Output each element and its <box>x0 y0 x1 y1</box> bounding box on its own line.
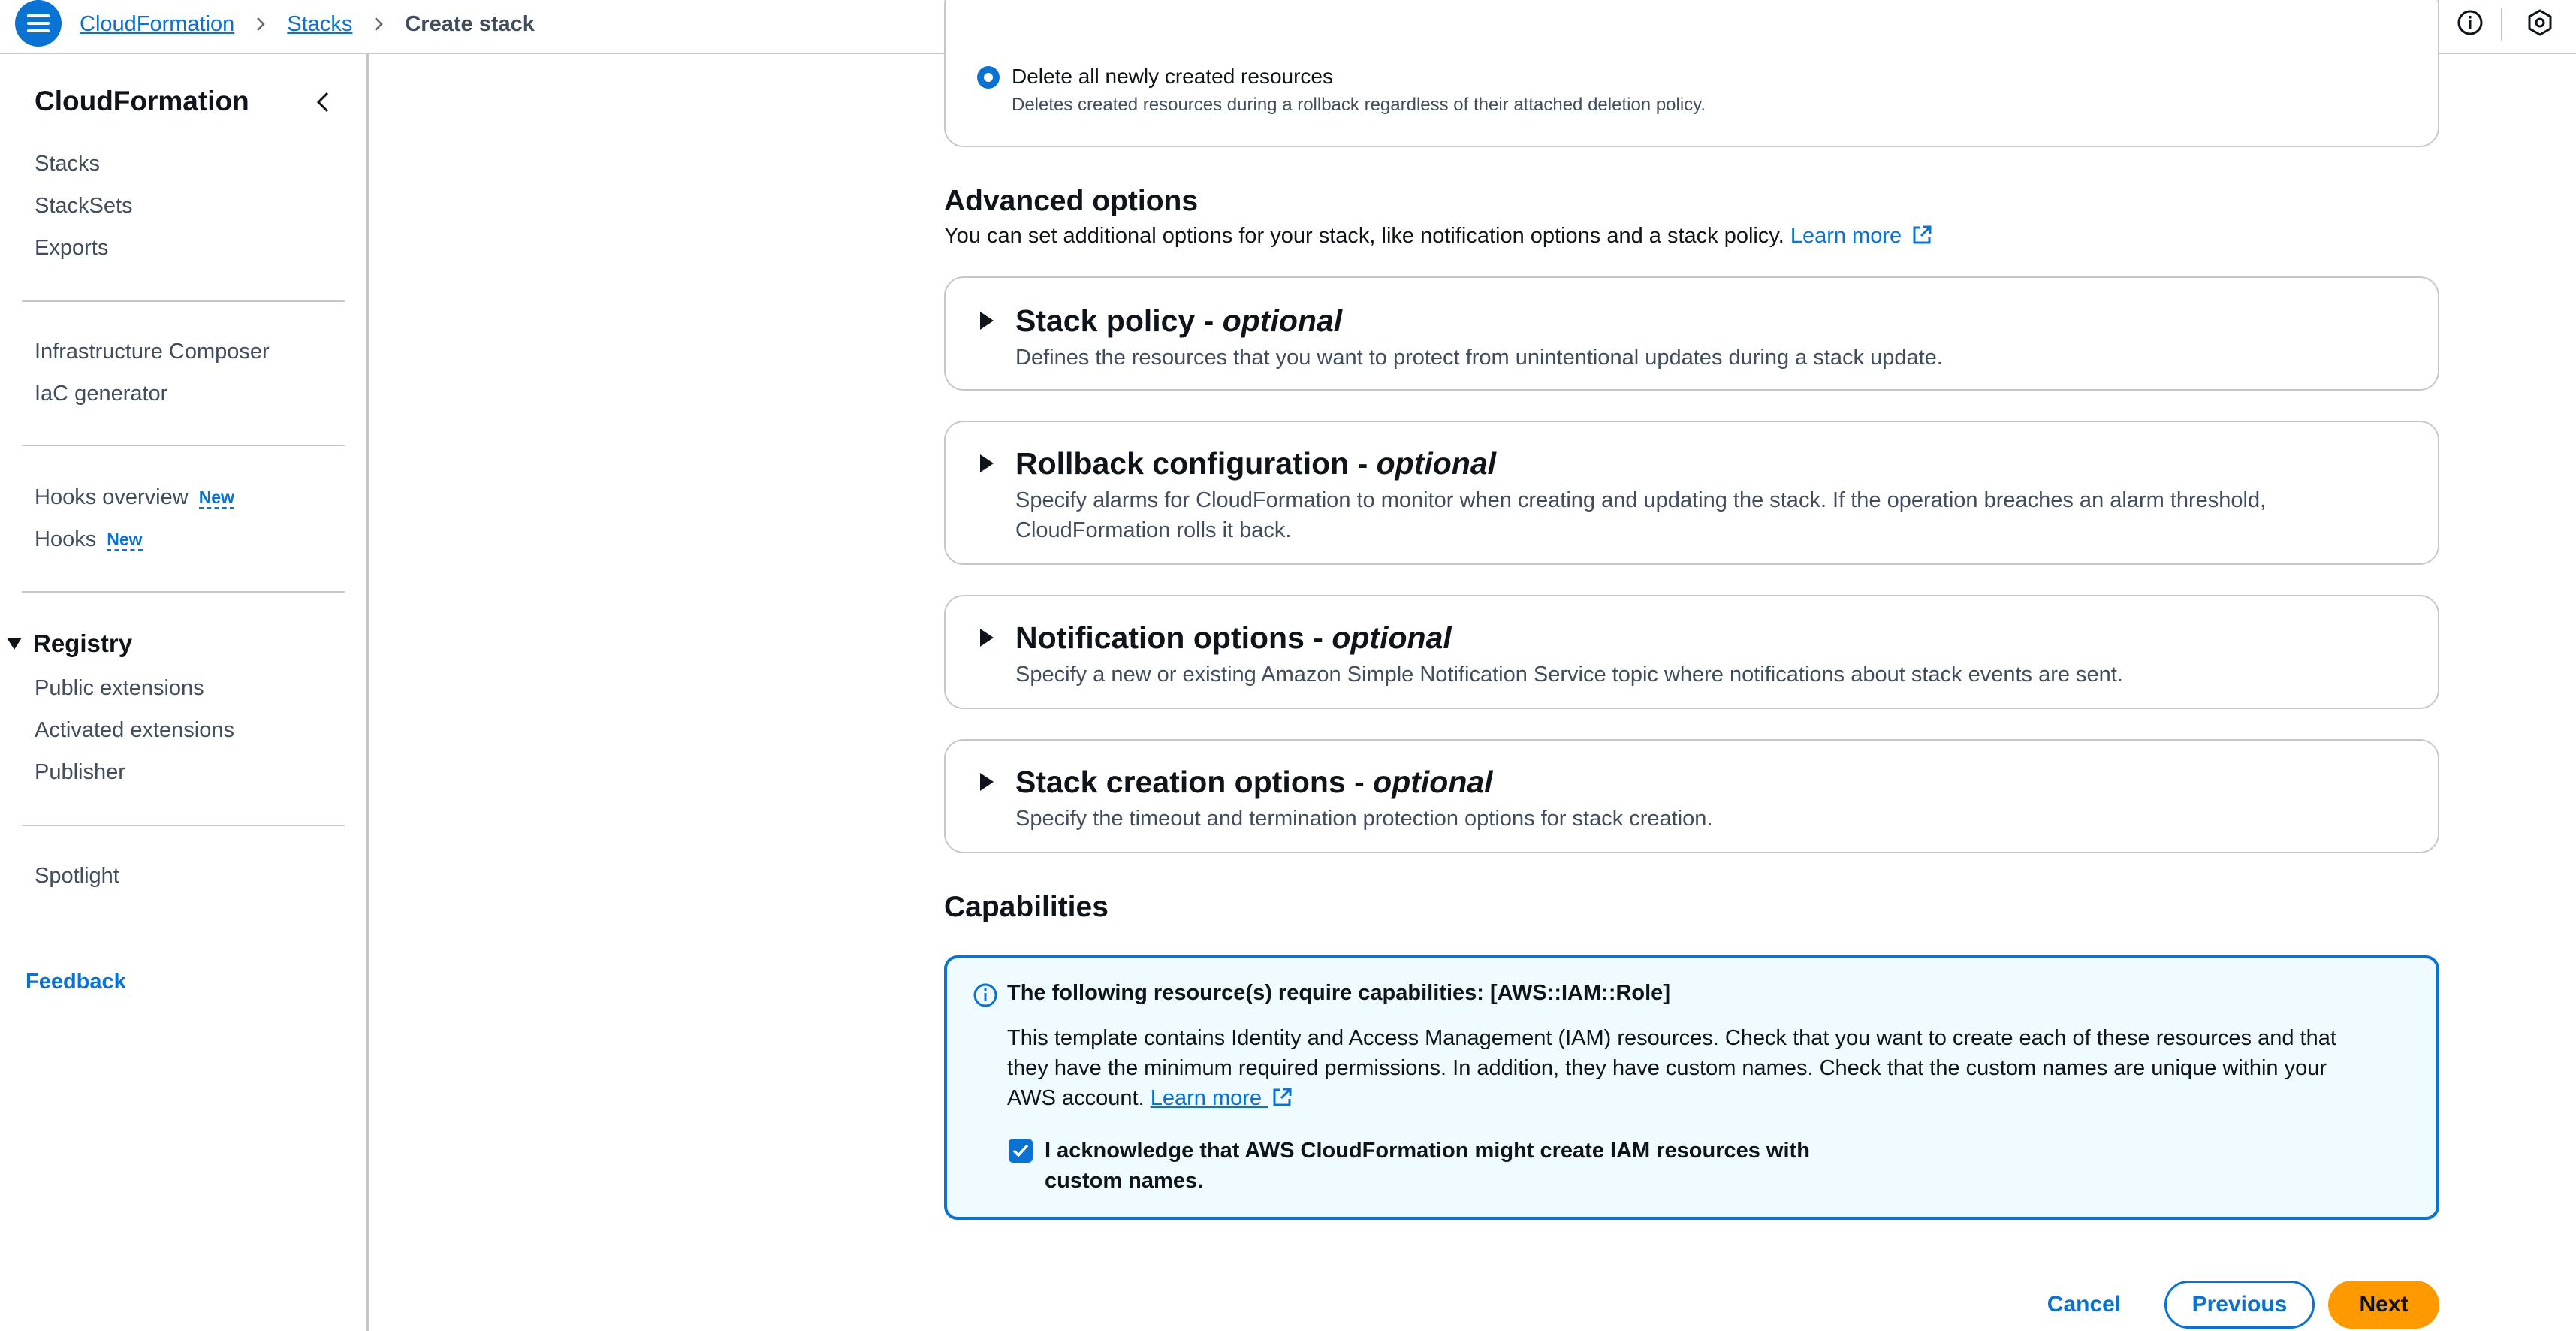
section-title-text: Stack policy - <box>1015 303 1223 338</box>
section-title <box>1015 765 1493 800</box>
section-title-text: Notification options - <box>1015 620 1332 655</box>
section-title <box>1015 303 1342 339</box>
section-title-text: Stack creation options - <box>1015 765 1374 799</box>
collapse-sidebar-icon[interactable] <box>309 87 336 117</box>
sidebar-divider <box>22 825 345 826</box>
info-icon[interactable] <box>2455 8 2485 38</box>
breadcrumb-cloudformation[interactable]: CloudFormation <box>80 11 235 36</box>
breadcrumb-stacks[interactable]: Stacks <box>287 11 353 36</box>
external-link-icon <box>1271 1086 1293 1109</box>
caret-right-icon <box>979 628 995 647</box>
sidebar-item-public-extensions[interactable]: Public extensions <box>35 676 204 700</box>
alert-title: The following resource(s) require capabilities: [AWS::IAM::Role] <box>1007 981 1670 1005</box>
settings-hexagon-icon[interactable] <box>2525 8 2555 38</box>
expandable-stack-policy[interactable] <box>944 276 2439 391</box>
section-description: Specify alarms for CloudFormation to monitor when creating and updating the stack. If the operation breaches an alarm threshold, CloudFormation rolls it back. <box>1015 488 2267 542</box>
section-description: Specify a new or existing Amazon Simple Notification Service topic where notifications about stack events are sent. <box>1015 662 2123 687</box>
radio-dot <box>984 73 993 82</box>
caret-down-icon <box>6 636 23 651</box>
expandable-stack-creation-options[interactable] <box>944 739 2439 853</box>
section-description: Defines the resources that you want to protect from unintentional updates during a stack update. <box>1015 346 1943 370</box>
sidebar-title[interactable]: CloudFormation <box>35 86 249 116</box>
breadcrumb <box>80 11 535 38</box>
side-navigation <box>0 54 369 1331</box>
menu-icon[interactable] <box>15 0 62 47</box>
checkmark-icon <box>1012 1144 1029 1157</box>
sidebar-item-infrastructure-composer[interactable]: Infrastructure Composer <box>35 340 270 364</box>
sidebar-divider <box>22 445 345 446</box>
caret-right-icon <box>979 772 995 792</box>
sidebar-divider <box>22 300 345 302</box>
optional-label: optional <box>1373 765 1493 799</box>
rollback-behavior-panel <box>944 0 2439 147</box>
info-icon <box>973 982 998 1008</box>
learn-more-link[interactable] <box>1151 1086 1293 1110</box>
capabilities-heading: Capabilities <box>944 891 1109 923</box>
caret-right-icon <box>979 311 995 330</box>
advanced-options-text: You can set additional options for your stack, like notification options and a stack policy. <box>944 224 1784 248</box>
cancel-button[interactable]: Cancel <box>2047 1292 2122 1317</box>
external-link-icon <box>1911 224 1933 246</box>
breadcrumb-create-stack: Create stack <box>405 11 535 36</box>
radio-delete-resources[interactable] <box>977 66 1000 89</box>
sidebar-item-activated-extensions[interactable]: Activated extensions <box>35 718 234 742</box>
next-button[interactable]: Next <box>2328 1281 2439 1329</box>
advanced-options-heading: Advanced options <box>944 185 1199 217</box>
sidebar-section-registry[interactable] <box>6 629 132 658</box>
learn-more-label: Learn more <box>1150 1086 1262 1110</box>
acknowledge-checkbox[interactable] <box>1009 1139 1033 1163</box>
new-badge[interactable]: New <box>198 487 234 507</box>
expandable-notification-options[interactable] <box>944 595 2439 709</box>
sidebar-item-hooks-overview[interactable] <box>35 485 234 510</box>
section-description: Specify the timeout and termination protection options for stack creation. <box>1015 807 1713 831</box>
learn-more-label: Learn more <box>1790 224 1902 248</box>
sidebar-item-publisher[interactable]: Publisher <box>35 760 125 784</box>
sidebar-item-label: Hooks <box>35 527 97 551</box>
sidebar-item-stacksets[interactable]: StackSets <box>35 194 133 218</box>
registry-label: Registry <box>33 629 133 657</box>
acknowledge-label[interactable]: I acknowledge that AWS CloudFormation might create IAM resources with custom names. <box>1045 1139 1810 1193</box>
sidebar-item-iac-generator[interactable]: IaC generator <box>35 382 168 406</box>
caret-right-icon <box>979 454 995 473</box>
capabilities-info-alert <box>944 955 2439 1220</box>
section-title <box>1015 446 1496 481</box>
optional-label: optional <box>1376 446 1497 481</box>
chevron-right-icon <box>370 16 387 32</box>
feedback-link[interactable]: Feedback <box>26 970 126 994</box>
sidebar-item-hooks[interactable] <box>35 527 143 552</box>
section-title <box>1015 620 1452 656</box>
optional-label: optional <box>1332 620 1452 655</box>
sidebar-item-label: Hooks overview <box>35 485 189 509</box>
section-title-text: Rollback configuration - <box>1015 446 1377 481</box>
learn-more-link[interactable] <box>1790 224 1933 248</box>
sidebar-item-exports[interactable]: Exports <box>35 236 109 260</box>
new-badge[interactable]: New <box>107 529 143 549</box>
alert-body-text: This template contains Identity and Access Management (IAM) resources. Check that you want to create each of these resources and that they have the minimum required permissions. In addition, they have custom names. Check that the custom names are unique within your AWS account. <box>1007 1026 2336 1110</box>
chevron-right-icon <box>252 16 269 32</box>
sidebar-item-stacks[interactable]: Stacks <box>35 152 101 176</box>
expandable-rollback-configuration[interactable] <box>944 421 2439 565</box>
sidebar-divider <box>22 591 345 593</box>
previous-button[interactable]: Previous <box>2164 1281 2315 1329</box>
advanced-options-description <box>944 224 1933 249</box>
sidebar-item-spotlight[interactable]: Spotlight <box>35 864 119 888</box>
toolbar-divider <box>2501 8 2502 41</box>
radio-label[interactable]: Delete all newly created resources <box>1012 65 1333 88</box>
radio-description: Deletes created resources during a rollback regardless of their attached deletion policy. <box>1012 95 1706 115</box>
optional-label: optional <box>1222 303 1343 338</box>
alert-body <box>1007 1023 2359 1113</box>
